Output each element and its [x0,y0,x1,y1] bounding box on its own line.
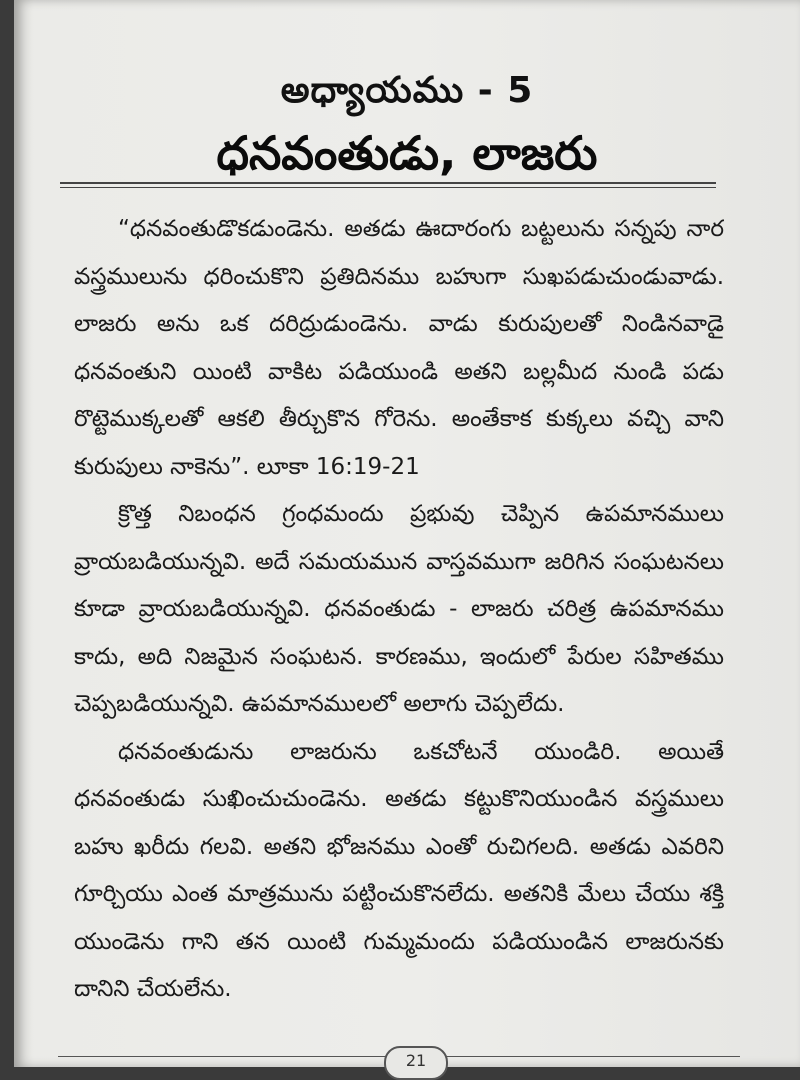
scripture-quote-paragraph: “ధనవంతుడొకడుండెను. అతడు ఊదారంగు బట్టలును సన్నపు నార వస్త్రములును ధరించుకొని ప్రతిదినము బహుగా సుఖపడుచుండువాడు. లాజరు అను ఒక దరిద్రుడుండెను. వాడు కురుపులతో నిండినవాడై ధనవంతుని యింటి వాకిట పడియుండి అతని బల్లమీద నుండి పడు రొట్టెముక్కలతో ఆకలి తీర్చుకొన గోరెను. అంతేకాక కుక్కలు వచ్చి వాని కురుపులు నాకెను”. లూకా 16:19-21 [74,216,724,480]
body-paragraph: క్రొత్త నిబంధన గ్రంధమందు ప్రభువు చెప్పిన ఉపమానములు వ్రాయబడియున్నవి. అదే సమయమున వాస్తవముగా జరిగిన సంఘటనలు కూడా వ్రాయబడియున్నవి. ధనవంతుడు - లాజరు చరిత్ర ఉపమానము కాదు, అది నిజమైన సంఘటన. కారణము, ఇందులో పేరుల సహితము చెప్పబడియున్నవి. ఉపమానములలో అలాగు చెప్పలేదు. [74,501,724,717]
chapter-body [74,206,724,1014]
book-page [14,0,800,1070]
page-number: 21 [384,1046,448,1080]
chapter-title: ధనవంతుడు, లాజరు [216,126,598,180]
chapter-label: అధ్యాయము - 5 [280,70,534,111]
title-divider-thin [60,187,716,188]
body-paragraph: ధనవంతుడును లాజరును ఒకచోటనే యుండిరి. అయితే ధనవంతుడు సుఖించుచుండెను. అతడు కట్టుకొనియుండిన వస్త్రములు బహు ఖరీదు గలవి. అతని భోజనము ఎంతో రుచిగలది. అతడు ఎవరిని గూర్చియు ఎంత మాత్రమును పట్టించుకొనలేదు. అతనికి మేలు చేయు శక్తి యుండెను గాని తన యింటి గుమ్మమందు పడియుండిన లాజరునకు దానిని చేయలేను. [74,738,724,1002]
title-divider [60,182,716,184]
